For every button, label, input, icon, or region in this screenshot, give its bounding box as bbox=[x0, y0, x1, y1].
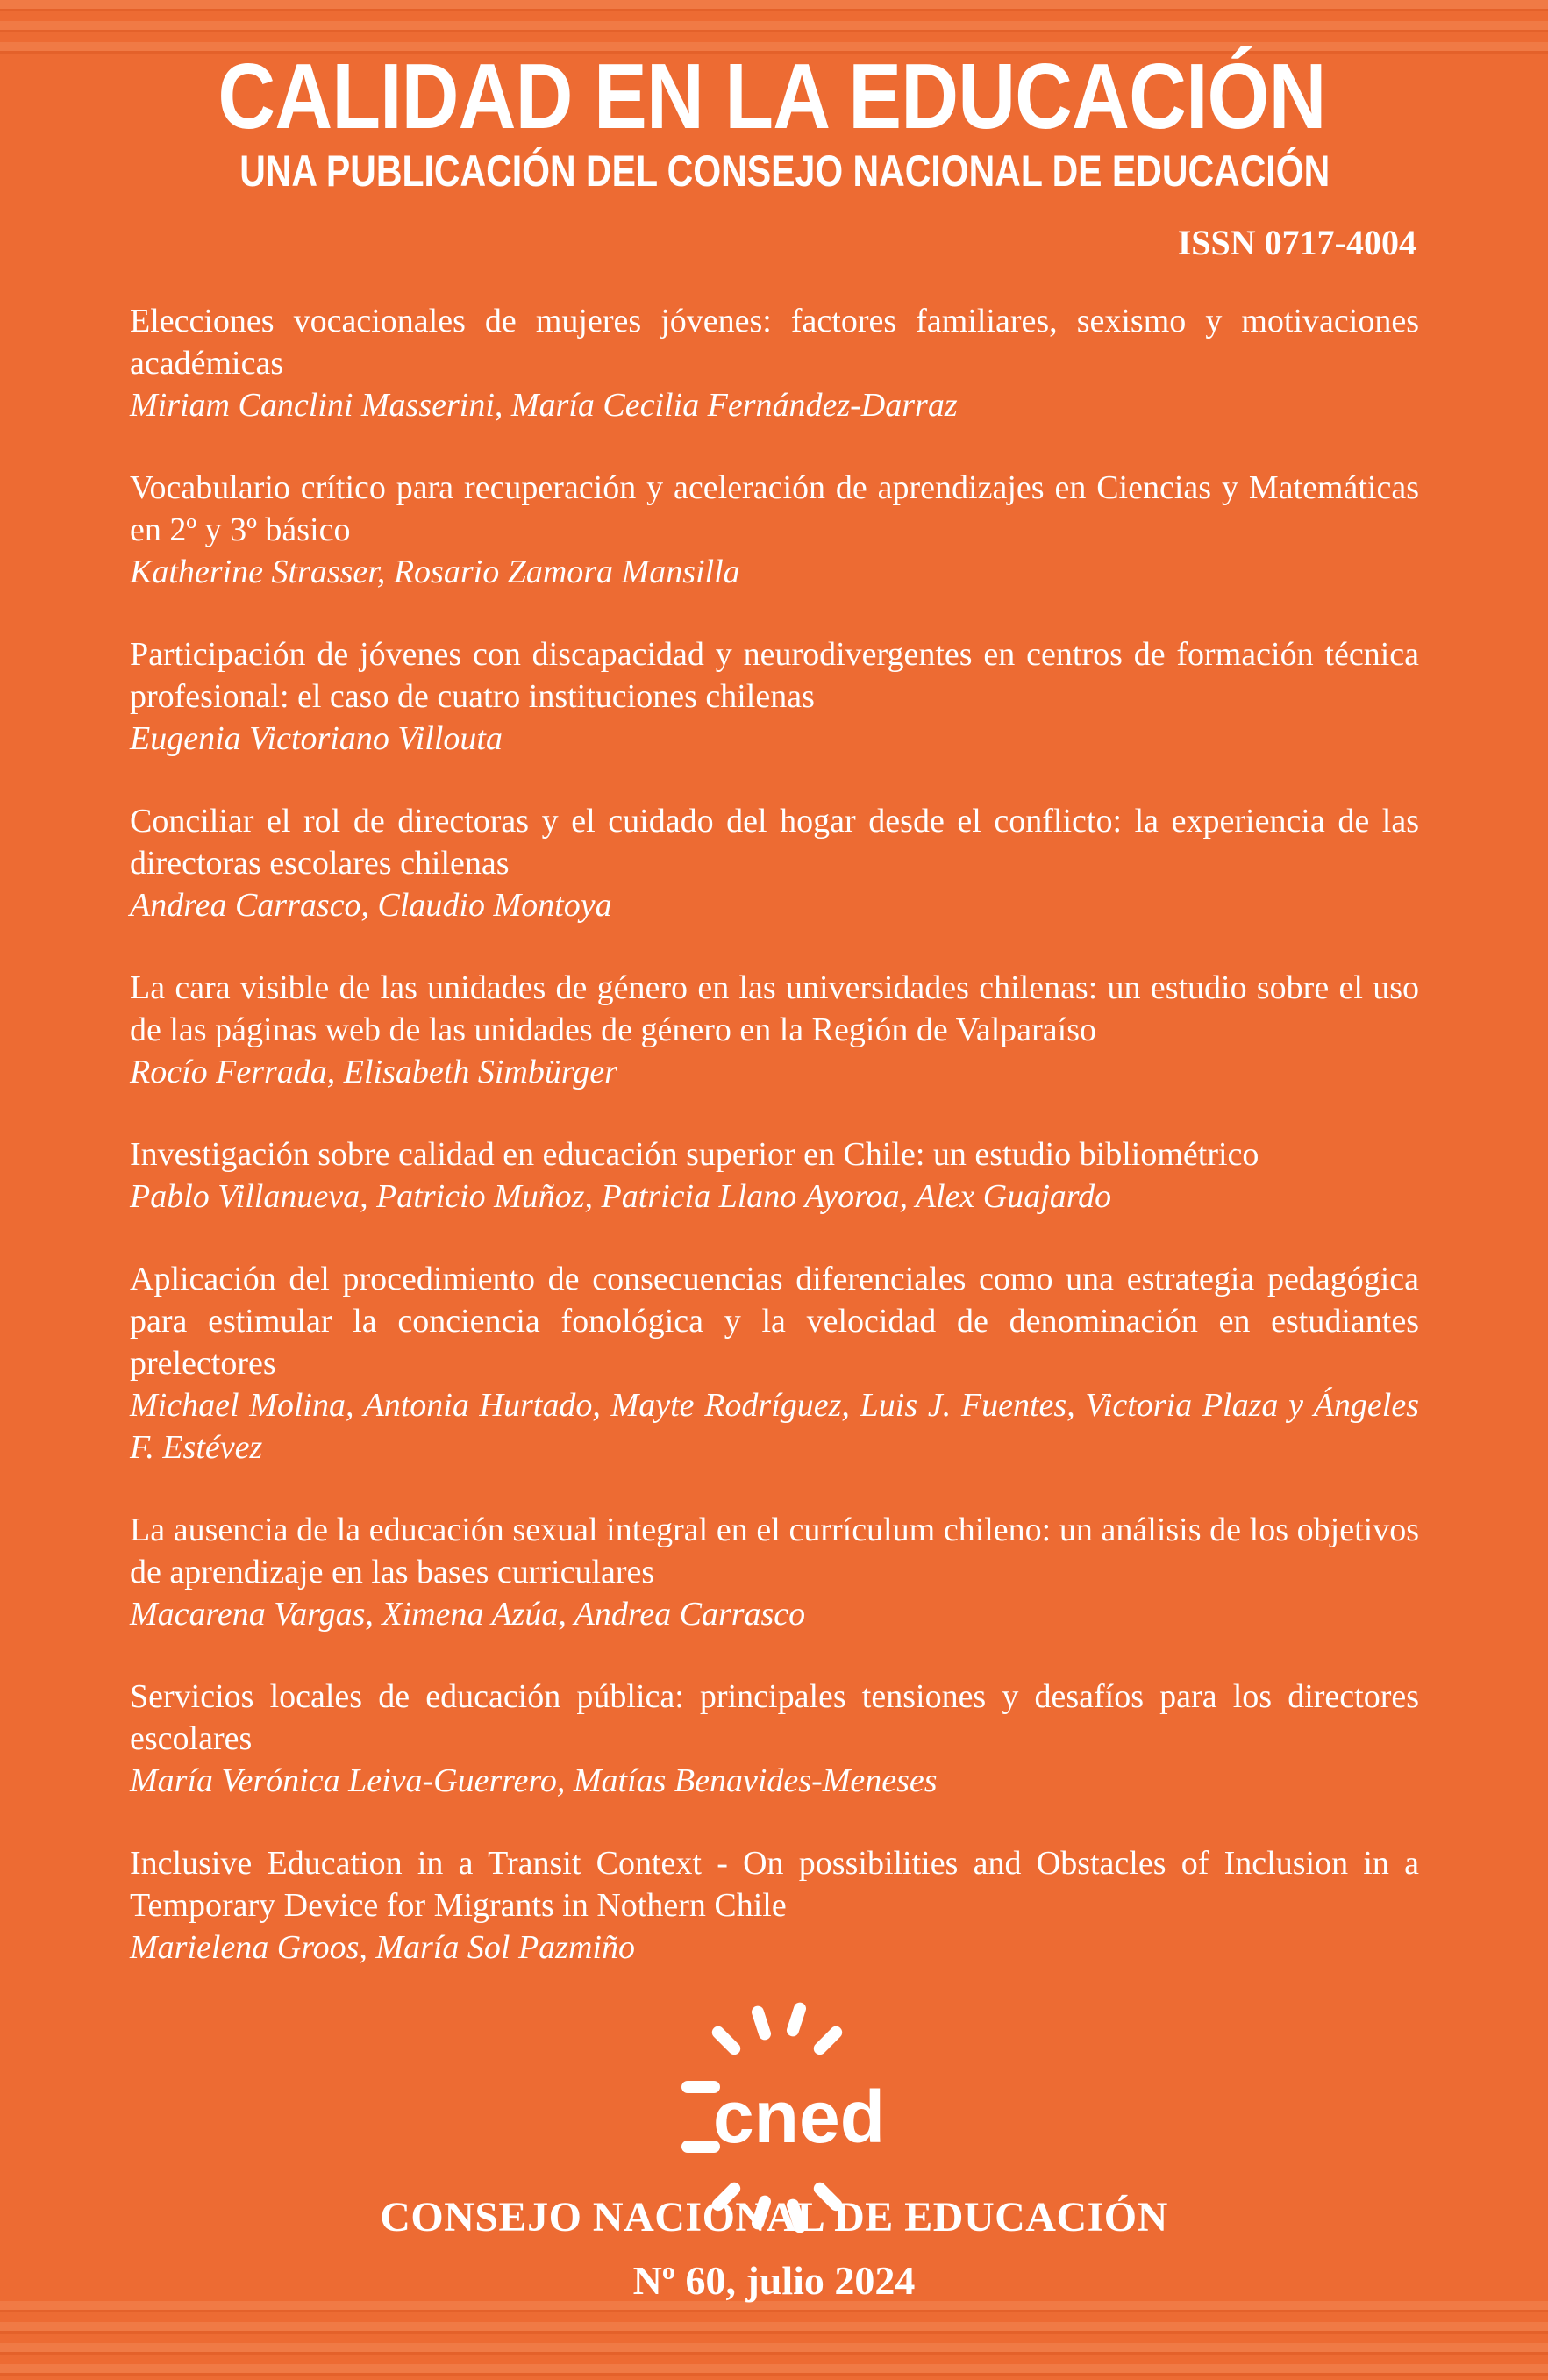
article-authors: Marielena Groos, María Sol Pazmiño bbox=[130, 1929, 635, 1966]
article-title: Investigación sobre calidad en educación superior en Chile: un estudio bibliométrico bbox=[130, 1136, 1259, 1173]
article-title: Conciliar el rol de directoras y el cuidado del hogar desde el conflicto: la experiencia de las directoras escolares chilenas bbox=[130, 803, 1419, 882]
publisher-name: CONSEJO NACIONAL DE EDUCACIÓN bbox=[380, 2194, 1168, 2241]
article-authors: Eugenia Victoriano Villouta bbox=[130, 720, 503, 757]
article-title: Vocabulario crítico para recuperación y aceleración de aprendizajes en Ciencias y Matemáticas en 2º y 3º básico bbox=[130, 469, 1419, 548]
issue-number: Nº 60, julio 2024 bbox=[632, 2258, 916, 2303]
article-item bbox=[130, 800, 1419, 926]
journal-subtitle: UNA PUBLICACIÓN DEL CONSEJO NACIONAL DE EDUCACIÓN bbox=[239, 147, 1330, 196]
article-item bbox=[130, 1133, 1419, 1218]
article-title: Inclusive Education in a Transit Context - On possibilities and Obstacles of Inclusion in a Temporary Device for Migrants in Nothern Chile bbox=[130, 1845, 1419, 1924]
article-item bbox=[130, 967, 1419, 1093]
article-item bbox=[130, 1258, 1419, 1469]
issn: ISSN 0717-4004 bbox=[1177, 223, 1416, 262]
cover-header bbox=[123, 45, 1421, 263]
cover-footer bbox=[0, 2193, 1548, 2305]
article-title: Participación de jóvenes con discapacidad y neurodivergentes en centros de formación técnica profesional: el caso de cuatro instituciones chilenas bbox=[130, 636, 1419, 715]
article-item bbox=[130, 1676, 1419, 1802]
article-title: La cara visible de las unidades de género en las universidades chilenas: un estudio sobre el uso de las páginas web de las unidades de género en la Región de Valparaíso bbox=[130, 969, 1419, 1048]
article-authors: Pablo Villanueva, Patricio Muñoz, Patricia Llano Ayoroa, Alex Guajardo bbox=[130, 1178, 1112, 1215]
article-title: Servicios locales de educación pública: principales tensiones y desafíos para los directores escolares bbox=[130, 1678, 1419, 1757]
article-title: Elecciones vocacionales de mujeres jóvenes: factores familiares, sexismo y motivaciones académicas bbox=[130, 303, 1419, 382]
bottom-stripes bbox=[0, 2301, 1548, 2380]
article-authors: Katherine Strasser, Rosario Zamora Mansilla bbox=[130, 554, 740, 590]
article-title: La ausencia de la educación sexual integral en el currículum chileno: un análisis de los objetivos de aprendizaje en las bases curriculares bbox=[130, 1512, 1419, 1590]
journal-title: CALIDAD EN LA EDUCACIÓN bbox=[218, 45, 1326, 148]
article-item bbox=[130, 1509, 1419, 1635]
article-item bbox=[130, 300, 1419, 426]
article-authors: Miriam Canclini Masserini, María Cecilia Fernández-Darraz bbox=[130, 387, 958, 424]
article-authors: Michael Molina, Antonia Hurtado, Mayte Rodríguez, Luis J. Fuentes, Victoria Plaza y Ángeles F. Estévez bbox=[130, 1387, 1419, 1466]
logo-wordmark: cned bbox=[712, 2076, 886, 2158]
article-list bbox=[130, 300, 1419, 2009]
article-item bbox=[130, 467, 1419, 593]
article-item bbox=[130, 1842, 1419, 1969]
article-authors: Rocío Ferrada, Elisabeth Simbürger bbox=[130, 1054, 617, 1090]
article-authors: Andrea Carrasco, Claudio Montoya bbox=[130, 887, 612, 924]
article-authors: Macarena Vargas, Ximena Azúa, Andrea Carrasco bbox=[130, 1596, 806, 1633]
article-authors: María Verónica Leiva-Guerrero, Matías Benavides-Meneses bbox=[130, 1762, 938, 1799]
article-item bbox=[130, 633, 1419, 760]
article-title: Aplicación del procedimiento de consecuencias diferenciales como una estrategia pedagógica para estimular la conciencia fonológica y la velocidad de denominación en estudiantes prelectores bbox=[130, 1261, 1419, 1382]
